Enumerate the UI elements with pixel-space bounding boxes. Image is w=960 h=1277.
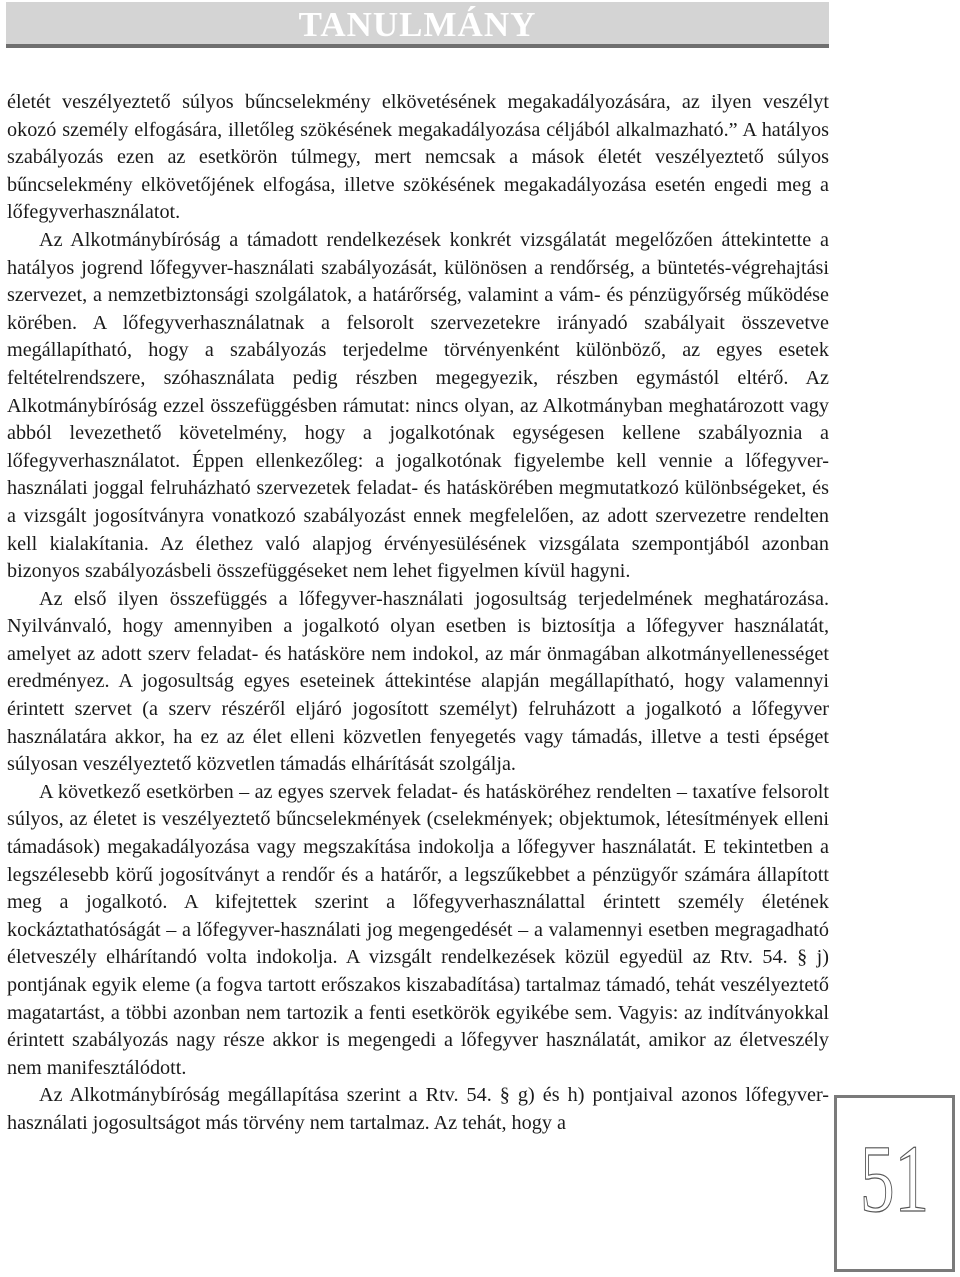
page-number-box bbox=[834, 1095, 955, 1272]
page-number: 51 bbox=[859, 1125, 930, 1232]
section-header-bar bbox=[6, 2, 829, 48]
article-body bbox=[7, 89, 829, 1138]
paragraph-4: A következő esetkörben – az egyes szervek feladat- és hatásköréhez rendelten – taxatíve felsorolt súlyos, az életet is veszélyeztető bűncselekmények (cselekmények; objektumok, létesítmények elleni támadások) megakadályozása vagy megszakítása indokolja a lőfegyver használatát. E tekintetben a legszélesebb körű jogosítványt a rendőr és a határőr, a legszűkebbet a pénzügyőr számára állapított meg a jogalkotó. A kifejtettek szerint a lőfegyverhasználattal érintett személy életének kockáztathatóságát – a lőfegyver-használati jog megengedését – a valamennyi esetben megragadható életveszély elhárítandó volta indokolja. A vizsgált rendelkezések közül egyedül az Rtv. 54. § j) pontjának egyik eleme (a fogva tartott erőszakos kiszabadítása) tartalmaz támadó, tehát veszélyeztető magatartást, a többi azonban nem tartozik a fenti esetkörök egyikébe sem. Vagyis: az indítványokkal érintett szabályozás nagy része akkor is megengedi a lőfegyver használatát, amikor az életveszély nem manifesztálódott. bbox=[7, 780, 829, 1079]
paragraph-1: életét veszélyeztető súlyos bűncselekmény elkövetésének megakadályozására, az ilyen veszélyt okozó személy elfogására, illetőleg szökésének megakadályozása céljából alkalmazható.” A hatályos szabályozás ezen az esetkörön túlmegy, mert nemcsak a mások életét veszélyeztető súlyos bűncselekmény elkövetőjének elfogása, illetve szökésének megakadályozása esetén engedi meg a lőfegyverhasználatot. bbox=[7, 91, 829, 224]
paragraph-5: Az Alkotmánybíróság megállapítása szerint a Rtv. 54. § g) és h) pontjaival azonos lőfegyver-használati jogosultságot más törvény nem tartalmaz. Az tehát, hogy a bbox=[7, 1084, 829, 1134]
paragraph-3: Az első ilyen összefüggés a lőfegyver-használati jogosultság terjedelmének meghatározása. Nyilvánvaló, hogy amennyiben a jogalkotó olyan esetben is biztosítja a lőfegyver használatát, amelyet az adott szerv feladat- és hatásköre nem indokol, az már önmagában alkotmányellenességet eredményez. A jogosultság egyes eseteinek áttekintése alapján megállapítható, hogy valamennyi érintett szervet (a szerv részéről eljáró jogosított személyt) felruházott a jogalkotó a lőfegyver használatára akkor, ha ez az élet elleni közvetlen fenyegetés vagy támadás, illetve a testi épséget súlyosan veszélyeztető közvetlen támadás elhárítását szolgálja. bbox=[7, 587, 829, 776]
paragraph-2: Az Alkotmánybíróság a támadott rendelkezések konkrét vizsgálatát megelőzően áttekintette a hatályos jogrend lőfegyver-használati szabályozását, különösen a rendőrség, a büntetés-végrehajtási szervezet, a nemzetbiztonsági szolgálatok, a határőrség, valamint a vám- és pénzügyőrség működése körében. A lőfegyverhasználatnak a felsorolt szervezetekre irányadó szabályait összevetve megállapítható, hogy a szabályozás terjedelme törvényenként különböző, az egyes esetek feltételrendszere, szóhasználata pedig részben megegyezik, részben egymástól eltérő. Az Alkotmánybíróság ezzel összefüggésben rámutat: nincs olyan, az Alkotmányban meghatározott vagy abból levezethető követelmény, hogy a jogalkotónak egységesen kellene szabályoznia a lőfegyverhasználatot. Éppen ellenkezőleg: a jogalkotónak figyelembe kell vennie a lőfegyver-használati joggal felruházható szervezetek feladat- és hatáskörében megmutatkozó különbségeket, és a vizsgált jogosítványra vonatkozó szabályozást ennek megfelelően, az adott szervezetre rendelten kell kialakítania. Az élethez való alapjog érvényesülésének vizsgálata szempontjából azonban bizonyos szabályozásbeli összefüggéseket nem lehet figyelmen kívül hagyni. bbox=[7, 228, 829, 583]
section-title: TANULMÁNY bbox=[298, 5, 537, 44]
